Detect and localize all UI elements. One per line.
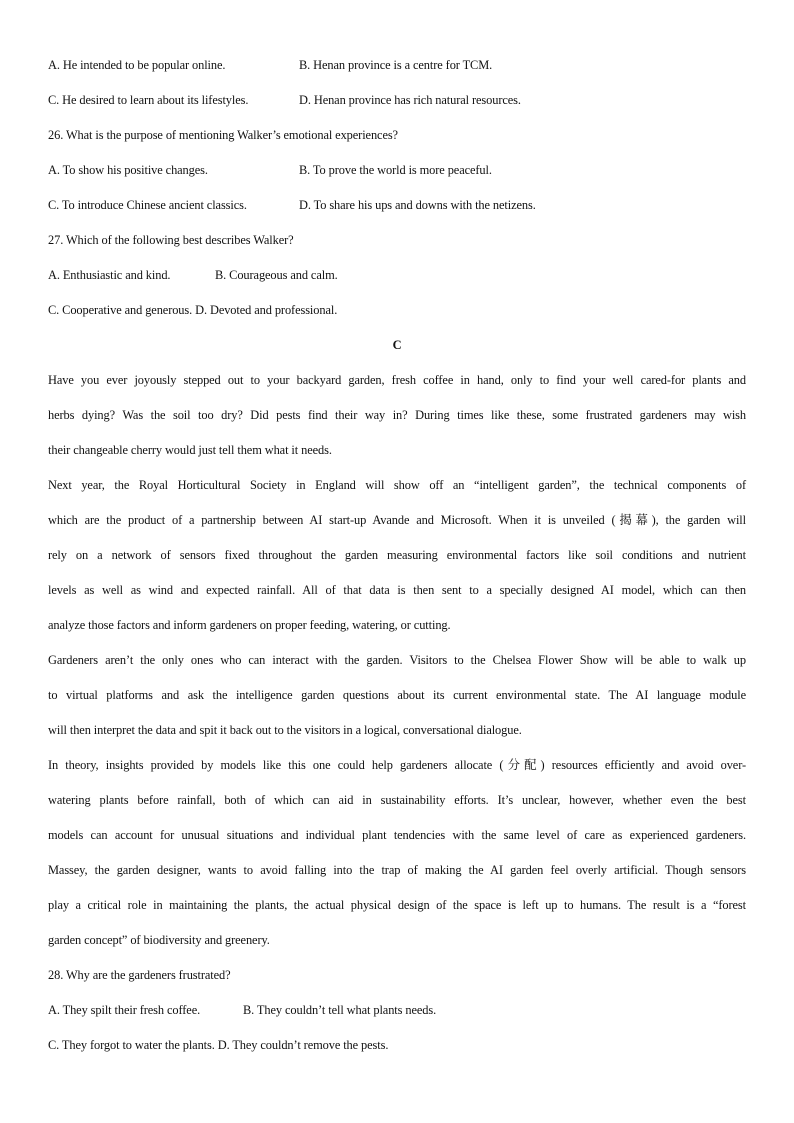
q28-option-b: B. They couldn’t tell what plants needs. — [243, 1003, 437, 1017]
q25-option-a: A. He intended to be popular online. — [48, 58, 226, 72]
paragraph-2-line: analyze those factors and inform gardeners on proper feeding, watering, or cutting. — [48, 618, 451, 632]
paragraph-2-line: levels as well as wind and expected rainfall. All of that data is then sent to a specially designed AI model, which can then — [48, 583, 746, 597]
q27-options-cd: C. Cooperative and generous. D. Devoted and professional. — [48, 303, 338, 317]
paragraph-1-line: herbs dying? Was the soil too dry? Did pests find their way in? During times like these, some frustrated gardeners may wish — [48, 408, 746, 422]
paragraph-2-line: Next year, the Royal Horticultural Society in England will show off an “intelligent garden”, the technical components of — [48, 478, 746, 492]
q26-option-c: C. To introduce Chinese ancient classics. — [48, 198, 247, 212]
q28-option-a: A. They spilt their fresh coffee. — [48, 1003, 201, 1017]
paragraph-4-line: In theory, insights provided by models like this one could help gardeners allocate (分配) resources efficiently and avoid over- — [48, 758, 746, 772]
paragraph-1-line: their changeable cherry would just tell them what it needs. — [48, 443, 332, 457]
q27-option-a: A. Enthusiastic and kind. — [48, 268, 171, 282]
q26-option-a: A. To show his positive changes. — [48, 163, 208, 177]
paragraph-2-line: which are the product of a partnership between AI start-up Avande and Microsoft. When it is unveiled (揭幕), the garden will — [48, 513, 746, 527]
paragraph-5-line: garden concept” of biodiversity and greenery. — [48, 933, 270, 947]
q26-option-d: D. To share his ups and downs with the netizens. — [299, 198, 536, 212]
paragraph-2-line: rely on a network of sensors fixed throughout the garden measuring environmental factors like soil conditions and nutrient — [48, 548, 746, 562]
paragraph-4-line: models can account for unusual situations and individual plant tendencies with the same level of care as experienced gardeners. — [48, 828, 746, 842]
paragraph-1-line: Have you ever joyously stepped out to your backyard garden, fresh coffee in hand, only to find your well cared-for plants and — [48, 373, 746, 387]
q27-option-b: B. Courageous and calm. — [215, 268, 338, 282]
q26-option-b: B. To prove the world is more peaceful. — [299, 163, 492, 177]
q25-option-b: B. Henan province is a centre for TCM. — [299, 58, 493, 72]
q27-stem: 27. Which of the following best describes Walker? — [48, 233, 294, 247]
section-heading: C — [392, 338, 402, 352]
paragraph-3-line: will then interpret the data and spit it back out to the visitors in a logical, conversational dialogue. — [48, 723, 522, 737]
paragraph-3-line: Gardeners aren’t the only ones who can interact with the garden. Visitors to the Chelsea Flower Show will be able to walk up — [48, 653, 746, 667]
paragraph-5-line: Massey, the garden designer, wants to avoid falling into the trap of making the AI garden feel overly artificial. Though sensors — [48, 863, 746, 877]
paragraph-3-line: to virtual platforms and ask the intelligence garden questions about its current environmental state. The AI language module — [48, 688, 746, 702]
q26-stem: 26. What is the purpose of mentioning Walker’s emotional experiences? — [48, 128, 398, 142]
q25-option-c: C. He desired to learn about its lifestyles. — [48, 93, 249, 107]
q25-option-d: D. Henan province has rich natural resources. — [299, 93, 521, 107]
paragraph-5-line: play a critical role in maintaining the plants, the actual physical design of the space is left up to humans. The result is a “forest — [48, 898, 746, 912]
q28-options-cd: C. They forgot to water the plants. D. They couldn’t remove the pests. — [48, 1038, 389, 1052]
paragraph-4-line: watering plants before rainfall, both of which can aid in sustainability efforts. It’s unclear, however, whether even the best — [48, 793, 746, 807]
q28-stem: 28. Why are the gardeners frustrated? — [48, 968, 231, 982]
